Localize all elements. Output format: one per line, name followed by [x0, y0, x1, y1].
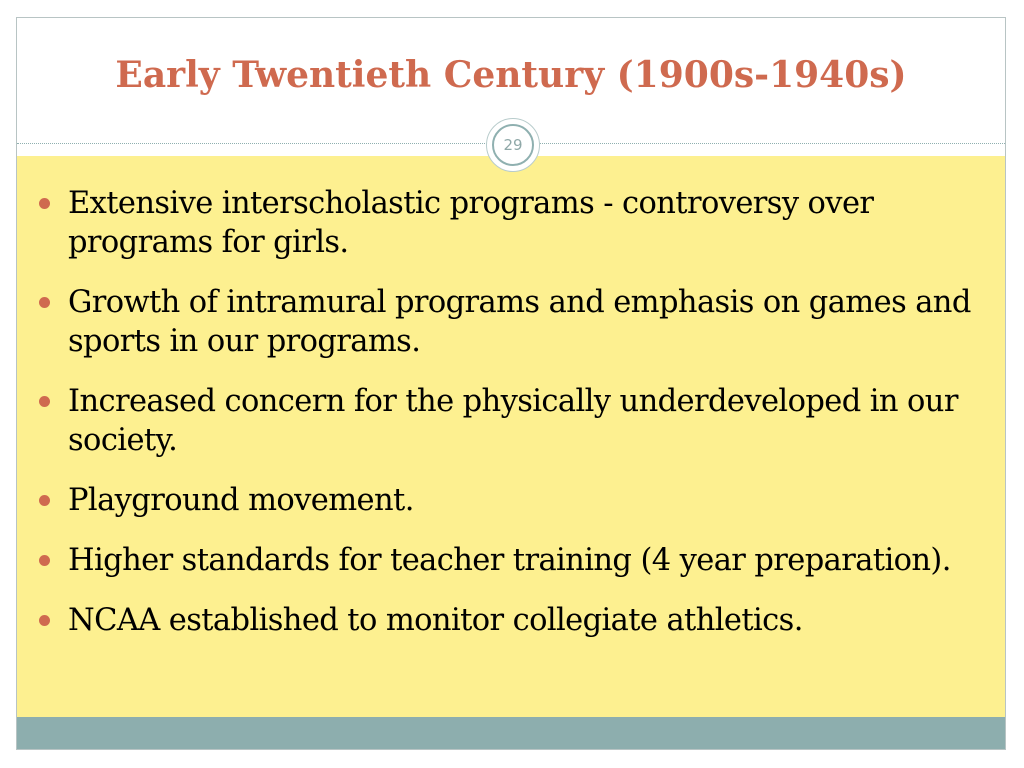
bullet-text: Growth of intramural programs and emphasis on games and sports in our programs.: [68, 285, 971, 359]
footer-bar: [17, 717, 1005, 750]
bullet-text: Increased concern for the physically underdeveloped in our society.: [68, 384, 958, 458]
bullet-text: Higher standards for teacher training (4 year preparation).: [68, 543, 951, 578]
bullet-dot-icon: [39, 297, 50, 308]
bullet-item: [39, 541, 999, 580]
bullet-dot-icon: [39, 198, 50, 209]
bullet-dot-icon: [39, 495, 50, 506]
bullet-item: [39, 184, 999, 262]
bullet-dot-icon: [39, 615, 50, 626]
slide: [16, 17, 1006, 750]
content-area: [17, 156, 1005, 717]
page-number: 29: [492, 124, 534, 166]
bullet-dot-icon: [39, 396, 50, 407]
page-number-badge: [486, 118, 540, 172]
slide-title: Early Twentieth Century (1900s-1940s): [115, 54, 907, 96]
bullet-item: [39, 601, 999, 640]
bullet-text: Extensive interscholastic programs - controversy over programs for girls.: [68, 186, 874, 260]
bullet-item: [39, 283, 999, 361]
bullet-dot-icon: [39, 555, 50, 566]
bullet-text: Playground movement.: [68, 483, 414, 518]
bullet-item: [39, 382, 999, 460]
bullet-item: [39, 481, 999, 520]
bullet-list: [39, 184, 999, 661]
bullet-text: NCAA established to monitor collegiate athletics.: [68, 603, 803, 638]
